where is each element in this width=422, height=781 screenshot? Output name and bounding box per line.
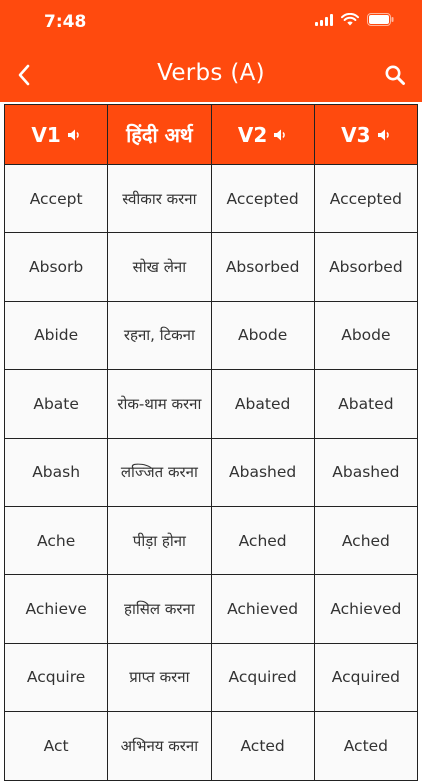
cell-v1[interactable]: Ache xyxy=(5,506,108,574)
battery-icon xyxy=(367,13,394,26)
cell-v3[interactable]: Acquired xyxy=(314,643,417,711)
speaker-icon xyxy=(273,128,287,142)
search-icon xyxy=(384,64,406,86)
column-header-hindi xyxy=(108,105,211,165)
cell-v3[interactable]: Abode xyxy=(314,301,417,369)
cell-hindi: अभिनय करना xyxy=(108,712,211,780)
cell-v2[interactable]: Abated xyxy=(211,370,314,438)
table-row xyxy=(5,712,418,780)
cell-hindi: सोख लेना xyxy=(108,233,211,301)
table-header-row xyxy=(5,105,418,165)
column-header-v1[interactable] xyxy=(5,105,108,165)
cell-v2[interactable]: Acted xyxy=(211,712,314,780)
table-row xyxy=(5,370,418,438)
cell-v2[interactable]: Acquired xyxy=(211,643,314,711)
cell-v3[interactable]: Absorbed xyxy=(314,233,417,301)
cell-v2[interactable]: Abode xyxy=(211,301,314,369)
cell-v3[interactable]: Achieved xyxy=(314,575,417,643)
column-header-v3[interactable] xyxy=(314,105,417,165)
table-row xyxy=(5,506,418,574)
column-header-hindi-label: हिंदी अर्थ xyxy=(126,123,193,147)
cell-hindi: प्राप्त करना xyxy=(108,643,211,711)
speaker-icon xyxy=(67,128,81,142)
signal-icon xyxy=(315,14,333,26)
table-row xyxy=(5,165,418,233)
cell-v1[interactable]: Achieve xyxy=(5,575,108,643)
verbs-table xyxy=(4,104,418,781)
cell-v2[interactable]: Ached xyxy=(211,506,314,574)
cell-hindi: लज्जित करना xyxy=(108,438,211,506)
status-time: 7:48 xyxy=(44,12,87,32)
app-bar xyxy=(0,0,422,102)
cell-v2[interactable]: Abashed xyxy=(211,438,314,506)
table-row xyxy=(5,301,418,369)
cell-v1[interactable]: Abide xyxy=(5,301,108,369)
speaker-icon xyxy=(377,128,391,142)
table-row xyxy=(5,438,418,506)
search-button[interactable] xyxy=(382,62,408,88)
cell-v3[interactable]: Acted xyxy=(314,712,417,780)
status-icons xyxy=(315,13,394,26)
cell-v2[interactable]: Absorbed xyxy=(211,233,314,301)
table-row xyxy=(5,643,418,711)
cell-hindi: रोक-थाम करना xyxy=(108,370,211,438)
table-row xyxy=(5,233,418,301)
cell-hindi: स्वीकार करना xyxy=(108,165,211,233)
cell-v3[interactable]: Ached xyxy=(314,506,417,574)
cell-hindi: पीड़ा होना xyxy=(108,506,211,574)
table-row xyxy=(5,575,418,643)
cell-v1[interactable]: Abash xyxy=(5,438,108,506)
cell-v3[interactable]: Abated xyxy=(314,370,417,438)
page-title: Verbs (A) xyxy=(157,60,265,86)
column-header-v2[interactable] xyxy=(211,105,314,165)
cell-hindi: हासिल करना xyxy=(108,575,211,643)
cell-v1[interactable]: Accept xyxy=(5,165,108,233)
column-header-v1-label: V1 xyxy=(31,122,61,147)
cell-v1[interactable]: Acquire xyxy=(5,643,108,711)
cell-v2[interactable]: Achieved xyxy=(211,575,314,643)
column-header-v3-label: V3 xyxy=(341,122,371,147)
cell-v2[interactable]: Accepted xyxy=(211,165,314,233)
cell-v1[interactable]: Abate xyxy=(5,370,108,438)
cell-v3[interactable]: Abashed xyxy=(314,438,417,506)
cell-v1[interactable]: Act xyxy=(5,712,108,780)
column-header-v2-label: V2 xyxy=(237,122,268,147)
cell-hindi: रहना, टिकना xyxy=(108,301,211,369)
cell-v3[interactable]: Accepted xyxy=(314,165,417,233)
cell-v1[interactable]: Absorb xyxy=(5,233,108,301)
wifi-icon xyxy=(341,13,359,26)
